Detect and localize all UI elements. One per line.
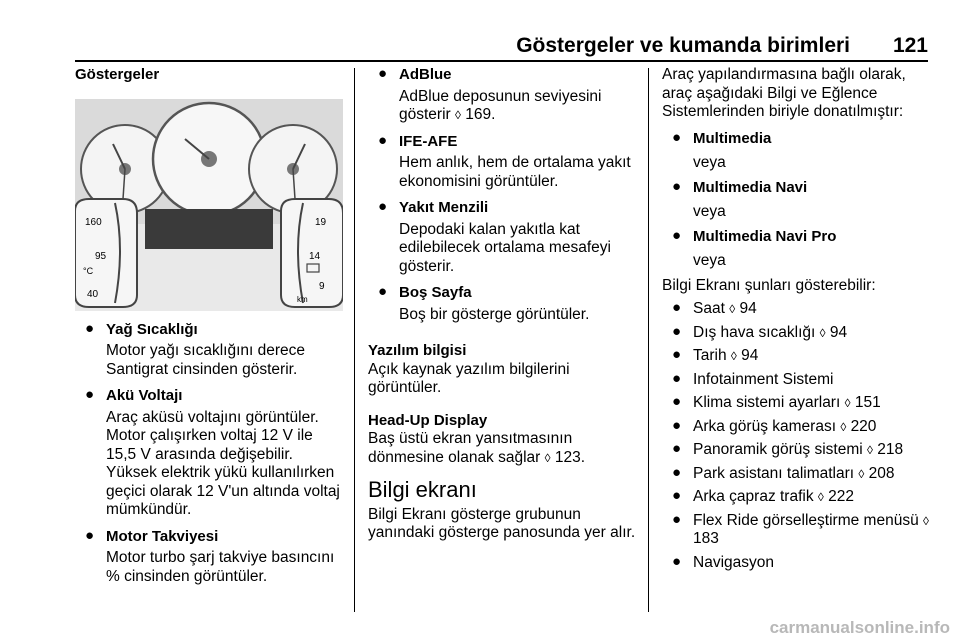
item-body [399,88,640,125]
item-text: Park asistanı talimatları [693,464,855,482]
left-gauge-top-label: 160 [85,216,102,228]
list-item-oil-temp [75,321,347,380]
item-text: Panoramik görüş sistemi [693,441,863,458]
right-gauge-mid-label: 14 [309,250,321,262]
page-ref-link[interactable]: 94 [829,323,848,341]
item-text: Klima sistemi ayarları [693,394,841,411]
list-item-multimedia [662,130,934,173]
list-item-blank-page [368,284,640,324]
item-or: veya [693,203,726,220]
item-text: Arka görüş kamerası [693,417,836,435]
item-text: Tarih [693,347,727,364]
list-item-battery-voltage [75,387,347,520]
page-ref-icon: ◊ [729,302,736,316]
list-item [662,394,934,413]
bullet-icon: ● [672,487,682,504]
watermark: carmanualsonline.info [769,618,950,637]
list-item [662,554,934,573]
hud-body [368,430,640,467]
bullet-icon: ● [378,283,388,300]
bullet-icon: ● [85,526,95,544]
page-ref-icon: ◊ [730,349,737,363]
list-item [662,465,934,484]
page-ref-icon: ◊ [858,466,865,481]
page-ref-link[interactable]: 169. [465,106,496,123]
list-item [662,371,934,390]
page-ref-icon: ◊ [923,513,929,528]
page-header [0,0,960,56]
software-info-body: Açık kaynak yazılım bilgilerini görüntüler. [368,360,570,396]
software-info-heading: Yazılım bilgisi [368,342,467,359]
list-item-engine-boost [75,528,347,587]
bullet-icon: ● [672,346,682,363]
bullet-icon: ● [672,440,682,457]
info-display-heading: Bilgi ekranı [368,477,477,502]
bullet-icon: ● [672,369,682,387]
instrument-cluster-illustration [75,99,343,311]
item-text: Dış hava sıcaklığı [693,323,816,341]
page-ref-link[interactable]: 208 [868,464,895,482]
column-divider-1 [354,68,355,612]
right-gauge-top-label: 19 [315,216,327,228]
hud-heading: Head-Up Display [368,411,488,429]
item-or: veya [693,252,726,269]
page-ref-icon: ◊ [844,396,851,410]
display-items-list [662,300,934,572]
list-item [662,300,934,319]
bullet-icon: ● [378,198,388,215]
item-title: Motor Takviyesi [106,527,219,545]
item-body-text: AdBlue deposunun seviyesini gösterir [399,87,602,123]
item-body: Depodaki kalan yakıtla kat edilebilecek ortalama mesafeyi gösterir. [399,220,611,275]
item-body: Hem anlık, hem de ortalama yakıt ekonomisini görüntüler. [399,154,631,190]
page-ref-link[interactable]: 218 [877,441,904,458]
page-ref-link[interactable]: 94 [739,300,757,317]
list-item [662,512,934,549]
gauges-subheading: Göstergeler [75,66,160,83]
list-item-adblue [368,66,640,125]
page-ref-icon: ◊ [544,450,551,465]
item-text: Arka çapraz trafik [693,488,814,505]
item-or: veya [693,154,726,171]
item-text: Infotainment Sistemi [693,370,834,388]
item-text: Flex Ride görselleştirme menüsü [693,511,919,529]
item-body: Motor turbo şarj takviye basıncını % cinsinden görüntüler. [106,549,335,585]
item-body: Motor yağı sıcaklığını derece Santigrat cinsinden gösterir. [106,342,306,378]
page-ref-icon: ◊ [840,419,847,434]
column-divider-2 [648,68,649,612]
item-title: Multimedia Navi [693,178,808,196]
column-3 [662,66,934,572]
item-title: Yağ Sıcaklığı [106,320,198,338]
bullet-icon: ● [672,393,682,410]
bullet-icon: ● [672,299,682,316]
list-item [662,441,934,460]
left-gauge-unit-label: °C [83,265,94,276]
list-item [662,488,934,507]
bullet-icon: ● [672,177,682,195]
right-gauge-bottom-label: 9 [319,280,325,292]
list-item [662,347,934,366]
item-text: Navigasyon [693,553,774,571]
info-display-body: Bilgi Ekranı gösterge grubunun yanındaki gösterge panosunda yer alır. [368,505,636,541]
bullet-icon: ● [672,552,682,570]
bullet-icon: ● [672,510,682,528]
page-ref-icon: ◊ [867,443,873,457]
page-title: Göstergeler ve kumanda birimleri [516,34,850,57]
display-intro: Bilgi Ekranı şunları gösterebilir: [662,276,876,294]
bullet-icon: ● [672,322,682,340]
bullet-icon: ● [85,319,95,337]
list-item [662,324,934,343]
item-title: IFE-AFE [399,132,458,150]
page-number: 121 [892,34,928,57]
right-gauge-unit-label: km [297,294,308,304]
hud-body-text: Baş üstü ekran yansıtmasının dönmesine olanak sağlar [368,430,573,466]
infotainment-intro: Araç yapılandırmasına bağlı olarak, araç aşağıdaki Bilgi ve Eğlence Sistemlerinden biriyle donatılmıştır: [662,66,906,120]
column-1 [75,66,347,586]
left-gauge-mid-label: 95 [95,250,107,262]
item-text: Saat [693,300,725,317]
bullet-icon: ● [378,65,388,82]
item-body: Boş bir gösterge görüntüler. [399,305,590,323]
list-item-multimedia-navi [662,179,934,222]
header-rule [75,60,928,62]
list-item-fuel-range [368,199,640,276]
page-ref-icon: ◊ [819,325,826,340]
bullet-icon: ● [672,416,682,434]
page-ref-link[interactable]: 94 [741,347,759,364]
page-ref-icon: ◊ [455,108,461,122]
page-ref-link[interactable]: 183 [693,530,719,547]
bullet-icon: ● [672,463,682,481]
item-title: Akü Voltajı [106,387,183,404]
list-item-ife-afe [368,133,640,192]
page-ref-link[interactable]: 151 [854,394,881,411]
bullet-icon: ● [378,131,388,149]
list-item-multimedia-navi-pro [662,228,934,271]
item-title: Yakıt Menzili [399,199,489,216]
page-ref-link[interactable]: 123. [554,448,586,466]
bullet-icon: ● [672,226,682,244]
item-body: Araç aküsü voltajını görüntüler. Motor çalışırken voltaj 12 V ile 15,5 V arasında değişebilir. Yüksek elektrik yükü kullanılırken geçici olarak 12 V'un altında voltaj mümkündür. [106,408,340,518]
item-title: Boş Sayfa [399,284,472,301]
page-ref-link[interactable]: 220 [850,417,877,435]
bullet-icon: ● [672,128,682,146]
bullet-icon: ● [85,386,95,403]
page-ref-icon: ◊ [817,490,824,504]
item-title: AdBlue [399,66,452,83]
column-2 [368,66,640,543]
page-ref-link[interactable]: 222 [828,488,855,505]
list-item [662,418,934,437]
left-gauge-bottom-label: 40 [87,288,99,300]
item-title: Multimedia Navi Pro [693,227,837,245]
item-title: Multimedia [693,129,772,147]
